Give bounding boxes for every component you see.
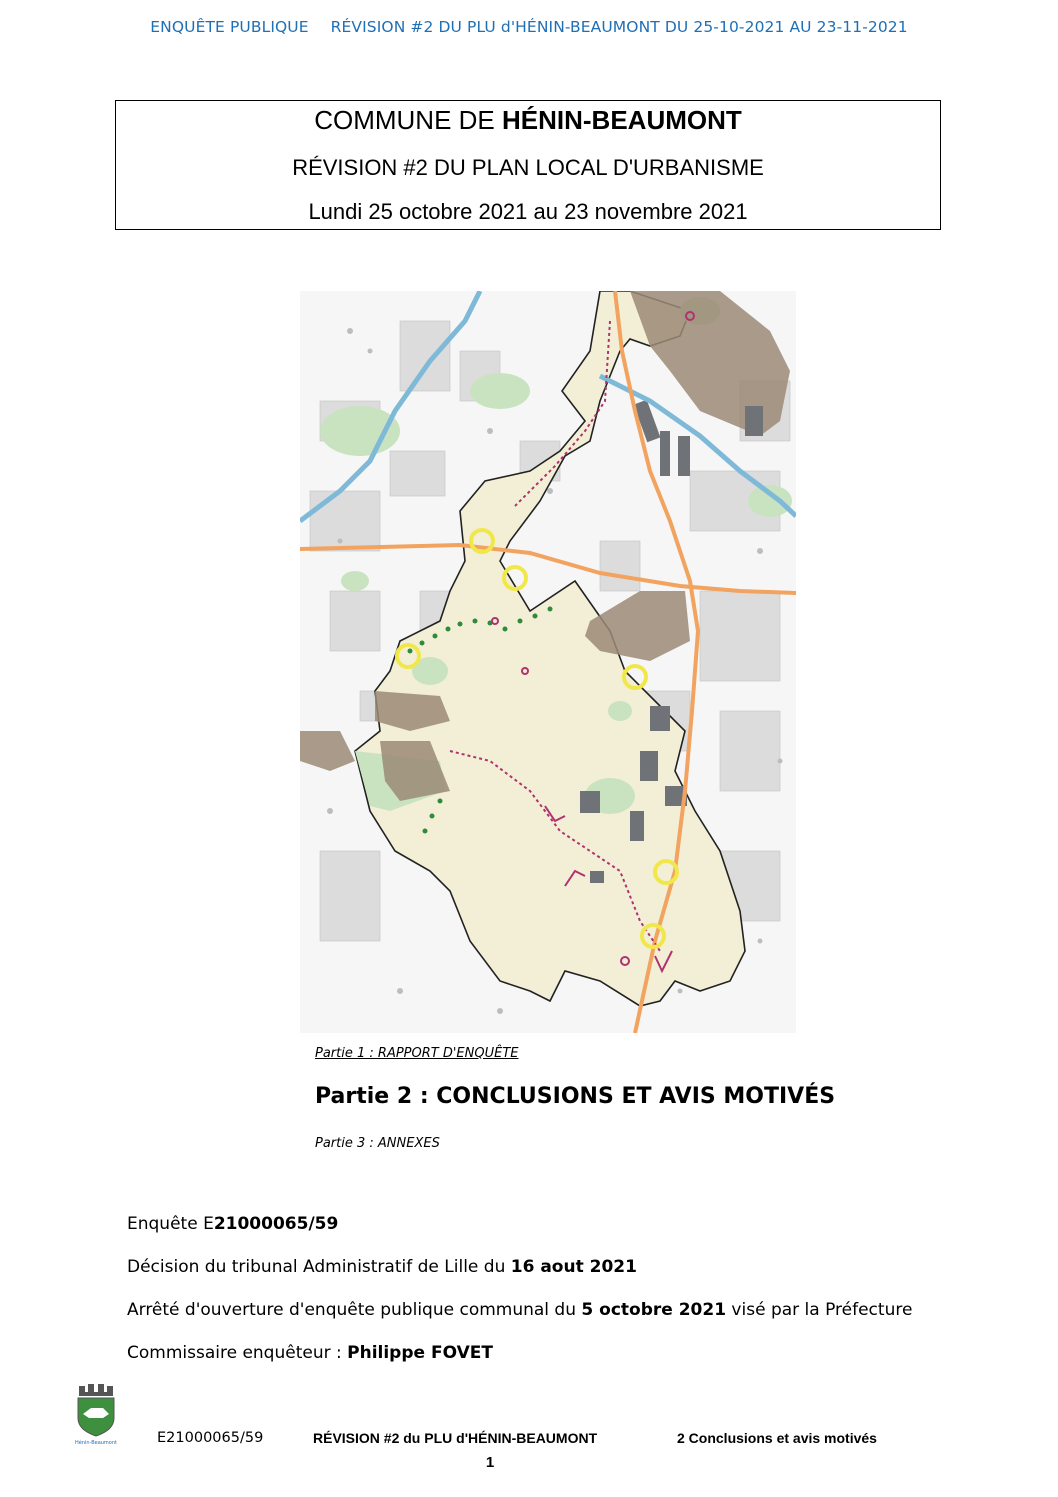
commissaire-line	[127, 1343, 493, 1363]
running-header	[0, 18, 1058, 36]
commune-title	[116, 105, 940, 136]
footer-title: RÉVISION #2 du PLU d'HÉNIN-BEAUMONT	[313, 1430, 598, 1446]
commissaire-label: Commissaire enquêteur :	[127, 1343, 348, 1363]
arrete-label: Arrêté d'ouverture d'enquête publique communal du	[127, 1300, 582, 1320]
arrete-date: 5 octobre 2021	[581, 1300, 727, 1320]
page-number: 1	[485, 1454, 495, 1471]
arrete-line	[127, 1300, 912, 1320]
decision-label: Décision du tribunal Administratif de Lille du	[127, 1257, 511, 1277]
decision-date: 16 aout 2021	[510, 1257, 637, 1277]
commune-name: HÉNIN-BEAUMONT	[502, 105, 742, 135]
footer-section: 2 Conclusions et avis motivés	[677, 1430, 877, 1446]
enquete-number: 21000065/59	[213, 1214, 339, 1234]
enquete-dates: Lundi 25 octobre 2021 au 23 novembre 2021	[308, 199, 748, 224]
enquete-label: Enquête E	[127, 1214, 214, 1234]
enquete-ref	[127, 1214, 338, 1234]
header-right: RÉVISION #2 DU PLU d'HÉNIN-BEAUMONT DU 25-10-2021 AU 23-11-2021	[330, 18, 908, 36]
part1-label: Partie 1 : RAPPORT D'ENQUÊTE	[315, 1046, 519, 1061]
revision-title: RÉVISION #2 DU PLAN LOCAL D'URBANISME	[292, 155, 764, 180]
logo-caption: Hénin-Beaumont	[75, 1440, 117, 1446]
part3-label: Partie 3 : ANNEXES	[315, 1136, 440, 1151]
commissaire-name: Philippe FOVET	[347, 1343, 493, 1363]
decision-line	[127, 1257, 637, 1277]
title-box	[115, 100, 941, 230]
part2-title: Partie 2 : CONCLUSIONS ET AVIS MOTIVÉS	[315, 1084, 836, 1109]
arrete-suffix: visé par la Préfecture	[726, 1300, 913, 1320]
commune-map	[300, 291, 796, 1033]
footer-ref: E21000065/59	[157, 1430, 264, 1446]
commune-prefix: COMMUNE DE	[314, 105, 502, 135]
header-left: ENQUÊTE PUBLIQUE	[150, 18, 309, 36]
town-crest-logo	[73, 1384, 119, 1446]
